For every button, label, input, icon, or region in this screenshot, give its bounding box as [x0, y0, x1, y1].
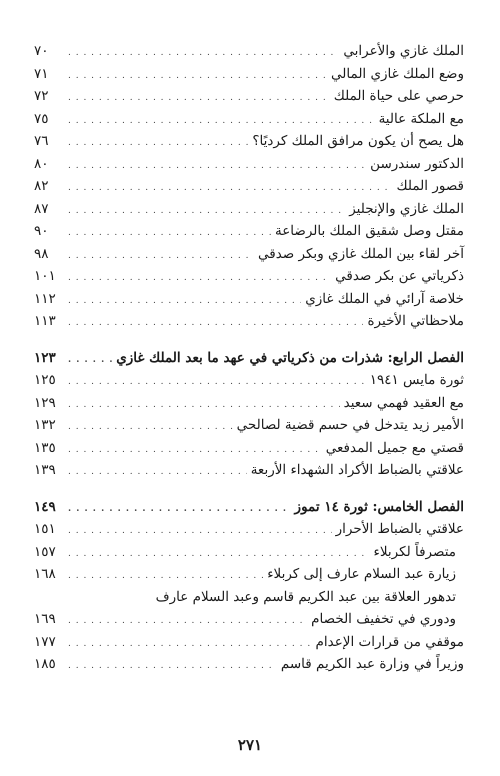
dot-leader: [68, 110, 375, 133]
toc-entry-page-number: ١٨٥: [34, 656, 56, 672]
toc-entry: [34, 108, 464, 131]
toc-entry-title: قصتي مع جميل المدفعي: [325, 439, 464, 456]
toc-entry-title: ودوري في تخفيف الخصام: [311, 611, 456, 627]
dot-leader: [68, 498, 291, 521]
toc-entry-title: خلاصة آرائي في الملك غازي: [305, 290, 464, 307]
toc-entry-title: مع الملكة عالية: [378, 110, 464, 127]
toc-entry-page-number: ٨٠: [34, 155, 49, 172]
dot-leader: [68, 132, 248, 155]
toc-entry-page-number: ١٦٩: [34, 611, 56, 627]
toc-entry-title: مع العقيد فهمي سعيد: [343, 394, 464, 411]
toc-entry-page-number: ١٥١: [34, 521, 56, 537]
toc-entry-title: علاقتي بالضباط الأكراد الشهداء الأربعة: [250, 462, 464, 478]
toc-entry: [34, 40, 464, 63]
toc-entry-page-number: ٧٥: [34, 110, 49, 127]
toc-entry-page-number: ٧٢: [34, 88, 49, 104]
toc-entry: [34, 85, 464, 108]
toc-entry-page-number: ١١٢: [34, 290, 56, 307]
section-gap: [34, 482, 464, 496]
dot-leader: [68, 416, 233, 439]
chapter-page-number: ١٢٣: [34, 349, 56, 366]
toc-entry: [34, 653, 464, 676]
toc-entry: [34, 437, 464, 460]
toc-entry: [34, 310, 464, 333]
toc-entry-page-number: ٨٧: [34, 200, 49, 217]
toc-entry-title: متصرفاً لكربلاء: [373, 543, 456, 560]
toc-entry-page-number: ٩٨: [34, 245, 49, 262]
dot-leader: [68, 461, 247, 484]
toc-entry-page-number: ١٠١: [34, 268, 56, 284]
dot-leader: [68, 177, 393, 200]
toc-entry-page-number: ٧٠: [34, 43, 49, 59]
toc-entry-title: الأمير زيد يتدخل في حسم قضية لصالحي: [236, 417, 464, 433]
toc-entry-title: وضع الملك غازي المالي: [331, 65, 464, 82]
toc-entry-title: ثورة مايس ١٩٤١: [369, 372, 464, 388]
table-of-contents: [34, 40, 464, 676]
toc-entry: [34, 518, 464, 541]
toc-entry-title: علاقتي بالضباط الأحرار: [335, 521, 464, 537]
toc-entry-page-number: ١٢٥: [34, 372, 56, 388]
toc-entry: [34, 586, 464, 609]
toc-entry-title: تدهور العلاقة بين عبد الكريم قاسم وعبد السلام عارف: [155, 588, 456, 605]
dot-leader: [68, 222, 271, 245]
toc-entry: [34, 63, 464, 86]
toc-entry: [34, 608, 464, 631]
dot-leader: [68, 371, 366, 394]
toc-entry-title: موقفي من قرارات الإعدام: [315, 633, 464, 650]
section-gap: [34, 333, 464, 347]
toc-entry-title: زيارة عبد السلام عارف إلى كربلاء: [267, 566, 456, 582]
toc-entry-title: قصور الملك: [396, 178, 464, 194]
dot-leader: [68, 290, 301, 313]
toc-entry: [34, 541, 464, 564]
chapter-5-heading: [34, 496, 464, 519]
dot-leader: [68, 655, 277, 678]
toc-entry: [34, 414, 464, 437]
dot-leader: [68, 267, 331, 290]
toc-entry-title: ذكرياتي عن بكر صدقي: [335, 268, 464, 284]
toc-entry-title: مقتل وصل شقيق الملك بالرضاعة: [274, 223, 464, 239]
toc-entry: [34, 369, 464, 392]
dot-leader: [68, 394, 340, 417]
toc-entry-title: الملك غازي والأعرابي: [343, 43, 464, 59]
toc-entry: [34, 220, 464, 243]
toc-section-2: [34, 369, 464, 482]
toc-section-1: [34, 40, 464, 333]
toc-entry-title: وزيراً في وزارة عبد الكريم قاسم: [280, 656, 464, 672]
toc-entry: [34, 198, 464, 221]
dot-leader: [68, 65, 327, 88]
toc-entry-page-number: ١٣٥: [34, 439, 56, 456]
toc-entry: [34, 130, 464, 153]
toc-entry-page-number: ١٣٩: [34, 462, 56, 478]
dot-leader: [68, 87, 330, 110]
toc-entry-title: الملك غازي والإنجليز: [349, 200, 464, 217]
dot-leader: [68, 42, 339, 65]
toc-entry: [34, 243, 464, 266]
toc-entry: [34, 459, 464, 482]
toc-entry: [34, 563, 464, 586]
chapter-title: الفصل الرابع: شذرات من ذكرياتي في عهد ما بعد الملك غازي: [116, 349, 464, 366]
toc-entry-title: حرصي على حياة الملك: [333, 88, 464, 104]
dot-leader: [68, 245, 254, 268]
toc-entry-title: هل يصح أن يكون مرافق الملك كرديًا؟: [252, 133, 464, 149]
dot-leader: [68, 200, 345, 223]
chapter-page-number: ١٤٩: [34, 498, 56, 515]
toc-entry-page-number: ١٧٧: [34, 633, 56, 650]
dot-leader: [68, 312, 363, 335]
toc-entry-page-number: ١٣٢: [34, 417, 56, 433]
dot-leader: [68, 633, 312, 656]
toc-entry: [34, 631, 464, 654]
toc-entry: [34, 392, 464, 415]
toc-entry: [34, 288, 464, 311]
toc-entry-page-number: ٧١: [34, 65, 49, 82]
toc-entry-page-number: ٧٦: [34, 133, 49, 149]
toc-entry-page-number: ١٥٧: [34, 543, 56, 560]
toc-section-3: [34, 518, 464, 676]
dot-leader: [68, 439, 322, 462]
toc-entry-page-number: ١١٣: [34, 313, 56, 329]
dot-leader: [68, 520, 332, 543]
toc-entry: [34, 265, 464, 288]
chapter-4-heading: [34, 347, 464, 370]
toc-entry: [34, 153, 464, 176]
toc-entry-page-number: ٨٢: [34, 178, 49, 194]
toc-entry-page-number: ٩٠: [34, 223, 49, 239]
toc-entry-title: ملاحظاتي الأخيرة: [367, 313, 464, 329]
toc-entry: [34, 175, 464, 198]
chapter-title: الفصل الخامس: ثورة ١٤ تموز: [294, 498, 464, 515]
toc-entry-title: الدكتور سندرسن: [370, 155, 464, 172]
dot-leader: [68, 543, 370, 566]
toc-entry-page-number: ١٦٨: [34, 566, 56, 582]
dot-leader: [68, 565, 263, 588]
dot-leader: [68, 155, 366, 178]
dot-leader: [68, 610, 307, 633]
dot-leader: [68, 349, 112, 372]
toc-entry-title: آخر لقاء بين الملك غازي وبكر صدقي: [257, 245, 464, 262]
toc-entry-page-number: ١٢٩: [34, 394, 56, 411]
page-number: ٢٧١: [237, 736, 263, 754]
